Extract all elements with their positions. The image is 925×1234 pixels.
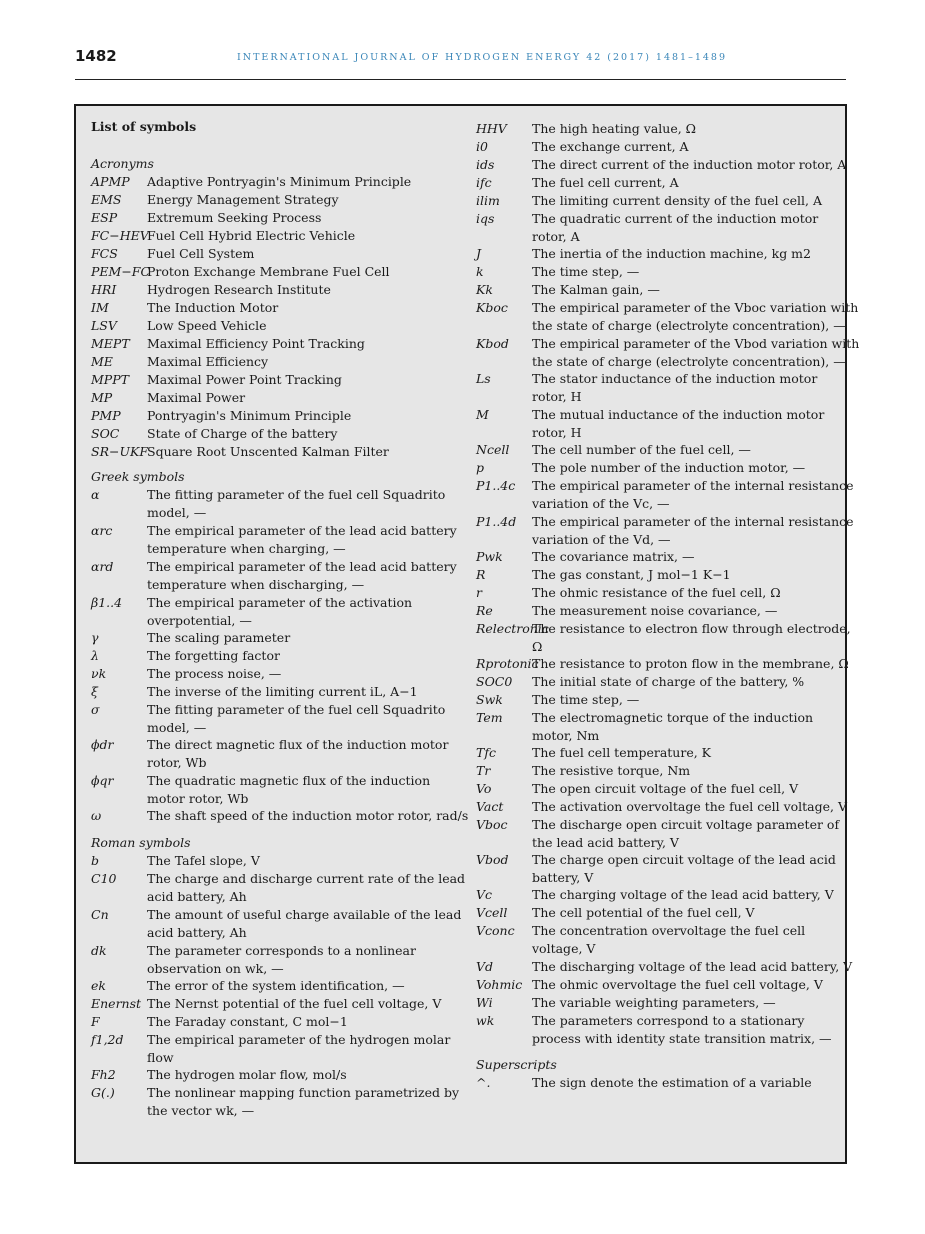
symbol-description: The Nernst potential of the fuel cell voltage, V bbox=[147, 996, 442, 1011]
symbol-name: MP bbox=[91, 390, 113, 405]
symbol-description: rotor, Wb bbox=[147, 754, 207, 770]
symbol-description: The empirical parameter of the internal resistance bbox=[532, 514, 854, 529]
symbol-description: the state of charge (electrolyte concentration), — bbox=[532, 353, 846, 369]
symbol-description: The Induction Motor bbox=[147, 300, 279, 315]
symbol-name: Vohmic bbox=[476, 977, 523, 992]
symbol-description: the lead acid battery, V bbox=[532, 834, 679, 850]
symbol-description: The limiting current density of the fuel cell, A bbox=[532, 193, 823, 208]
symbol-description: battery, V bbox=[532, 869, 594, 885]
symbol-description: The inertia of the induction machine, kg m2 bbox=[532, 246, 811, 261]
section-heading: Greek symbols bbox=[91, 469, 185, 484]
symbol-name: ESP bbox=[91, 210, 118, 225]
symbol-name: Re bbox=[476, 603, 493, 618]
symbol-description: The quadratic current of the induction motor bbox=[532, 211, 819, 226]
symbol-description: Ω bbox=[532, 638, 543, 654]
symbol-description: The shaft speed of the induction motor rotor, rad/s bbox=[147, 808, 469, 823]
symbol-name: r bbox=[476, 585, 482, 600]
symbol-description: The time step, — bbox=[532, 692, 640, 707]
symbol-name: Relectronic bbox=[476, 621, 549, 636]
symbol-name: PEM−FC bbox=[91, 264, 151, 279]
symbol-name: PMP bbox=[91, 408, 121, 423]
symbol-description: Adaptive Pontryagin's Minimum Principle bbox=[147, 174, 412, 189]
running-header: INTERNATIONAL JOURNAL OF HYDROGEN ENERGY 42 (2017) 1481–1489 bbox=[237, 52, 728, 63]
symbol-name: P1..4c bbox=[476, 478, 516, 493]
symbol-name: ϕdr bbox=[91, 737, 114, 752]
symbol-description: The covariance matrix, — bbox=[532, 549, 695, 564]
symbol-description: The empirical parameter of the activation bbox=[147, 595, 413, 610]
symbol-description: The Faraday constant, C mol−1 bbox=[147, 1014, 348, 1029]
symbol-name: APMP bbox=[91, 174, 130, 189]
symbol-name: ^. bbox=[476, 1075, 491, 1090]
symbol-description: The charge and discharge current rate of the lead bbox=[147, 871, 466, 886]
symbol-name: HHV bbox=[476, 121, 507, 136]
symbol-description: The charging voltage of the lead acid battery, V bbox=[532, 887, 834, 902]
symbol-description: The empirical parameter of the Vboc variation with bbox=[532, 300, 859, 315]
symbol-description: The activation overvoltage the fuel cell voltage, V bbox=[532, 799, 848, 814]
symbol-name: αrd bbox=[91, 559, 114, 574]
symbol-description: The fitting parameter of the fuel cell Squadrito bbox=[147, 487, 446, 502]
symbol-name: Vo bbox=[476, 781, 492, 796]
symbol-name: ξ bbox=[91, 684, 98, 699]
symbol-description: The fuel cell temperature, K bbox=[532, 745, 712, 760]
symbol-description: The scaling parameter bbox=[147, 630, 291, 645]
symbol-description: Energy Management Strategy bbox=[147, 192, 339, 207]
symbol-description: The parameter corresponds to a nonlinear bbox=[147, 943, 416, 958]
symbol-description: The electromagnetic torque of the induction bbox=[532, 710, 814, 725]
symbol-description: The amount of useful charge available of the lead bbox=[147, 907, 462, 922]
symbol-description: The time step, — bbox=[532, 264, 640, 279]
symbol-name: Kbod bbox=[476, 336, 509, 351]
symbol-description: The cell number of the fuel cell, — bbox=[532, 442, 751, 457]
symbol-name: k bbox=[476, 264, 484, 279]
section-heading: Superscripts bbox=[476, 1057, 557, 1072]
symbol-description: Maximal Efficiency bbox=[147, 354, 269, 369]
symbol-description: Fuel Cell Hybrid Electric Vehicle bbox=[147, 228, 356, 243]
symbol-description: overpotential, — bbox=[147, 612, 252, 628]
symbol-description: The direct current of the induction motor rotor, A bbox=[532, 157, 847, 172]
symbol-name: G(.) bbox=[91, 1085, 115, 1100]
symbol-description: The nonlinear mapping function parametrized by bbox=[147, 1085, 460, 1100]
symbol-description: The measurement noise covariance, — bbox=[532, 603, 778, 618]
symbol-name: MEPT bbox=[91, 336, 130, 351]
symbol-name: Vcell bbox=[476, 905, 508, 920]
symbol-description: The cell potential of the fuel cell, V bbox=[532, 905, 755, 920]
symbol-description: The empirical parameter of the internal resistance bbox=[532, 478, 854, 493]
symbol-name: Enernst bbox=[91, 996, 142, 1011]
symbol-description: The concentration overvoltage the fuel cell bbox=[532, 923, 806, 938]
symbol-name: MPPT bbox=[91, 372, 129, 387]
section-heading: Acronyms bbox=[91, 156, 154, 171]
symbol-name: Swk bbox=[476, 692, 503, 707]
symbol-description: The Kalman gain, — bbox=[532, 282, 660, 297]
symbol-name: λ bbox=[91, 648, 99, 663]
section-heading: Roman symbols bbox=[91, 835, 191, 850]
symbol-description: acid battery, Ah bbox=[147, 924, 247, 940]
symbol-name: wk bbox=[476, 1013, 495, 1028]
symbol-description: Fuel Cell System bbox=[147, 246, 255, 261]
symbol-name: SR−UKF bbox=[91, 444, 148, 459]
header-rule bbox=[75, 79, 846, 80]
symbol-description: rotor, H bbox=[532, 424, 582, 440]
symbol-name: iqs bbox=[476, 211, 495, 226]
symbol-name: LSV bbox=[91, 318, 117, 333]
symbol-list-box bbox=[74, 104, 860, 1164]
symbol-description: rotor, H bbox=[532, 388, 582, 404]
symbol-description: The Tafel slope, V bbox=[147, 853, 260, 868]
symbol-name: ids bbox=[476, 157, 495, 172]
symbol-name: F bbox=[91, 1014, 100, 1029]
symbol-description: The gas constant, J mol−1 K−1 bbox=[532, 567, 731, 582]
symbol-description: motor rotor, Wb bbox=[147, 790, 249, 806]
symbol-description: The pole number of the induction motor, — bbox=[532, 460, 806, 475]
symbol-name: β1..4 bbox=[91, 595, 123, 610]
symbol-description: The empirical parameter of the lead acid battery bbox=[147, 559, 457, 574]
symbol-description: the state of charge (electrolyte concentration), — bbox=[532, 317, 846, 333]
symbol-description: The charge open circuit voltage of the lead acid bbox=[532, 852, 836, 867]
symbol-name: ME bbox=[91, 354, 113, 369]
symbol-name: Vact bbox=[476, 799, 504, 814]
symbol-description: The open circuit voltage of the fuel cell, V bbox=[532, 781, 799, 796]
symbol-name: Vconc bbox=[476, 923, 515, 938]
symbol-description: temperature when discharging, — bbox=[147, 576, 365, 592]
symbol-name: γ bbox=[91, 630, 99, 645]
symbol-name: Kk bbox=[476, 282, 493, 297]
symbol-description: The parameters correspond to a stationary bbox=[532, 1013, 805, 1028]
symbol-description: Proton Exchange Membrane Fuel Cell bbox=[147, 264, 390, 279]
symbol-name: ifc bbox=[476, 175, 492, 190]
symbol-description: voltage, V bbox=[532, 940, 596, 956]
symbol-name: Tfc bbox=[476, 745, 496, 760]
symbol-name: Vbod bbox=[476, 852, 509, 867]
symbol-name: M bbox=[476, 407, 489, 422]
symbol-name: Tem bbox=[476, 710, 503, 725]
symbol-description: variation of the Vc, — bbox=[532, 495, 670, 511]
symbol-name: R bbox=[476, 567, 486, 582]
page-number: 1482 bbox=[75, 47, 117, 65]
symbol-name: Cn bbox=[91, 907, 109, 922]
symbol-description: The inverse of the limiting current iL, A−1 bbox=[147, 684, 418, 699]
symbol-description: The quadratic magnetic flux of the induction bbox=[147, 773, 431, 788]
symbol-name: EMS bbox=[91, 192, 122, 207]
symbol-description: The discharge open circuit voltage parameter of bbox=[532, 817, 840, 832]
symbol-description: observation on wk, — bbox=[147, 960, 284, 976]
symbol-name: C10 bbox=[91, 871, 117, 886]
symbol-description: Low Speed Vehicle bbox=[147, 318, 267, 333]
symbol-description: The resistance to proton flow in the membrane, Ω bbox=[532, 656, 849, 671]
symbol-name: σ bbox=[91, 702, 100, 717]
symbol-description: The ohmic overvoltage the fuel cell voltage, V bbox=[532, 977, 823, 992]
symbol-description: The resistance to electron flow through electrode, bbox=[532, 621, 851, 636]
symbol-name: ω bbox=[91, 808, 102, 823]
symbol-description: rotor, A bbox=[532, 228, 580, 244]
symbol-name: α bbox=[91, 487, 100, 502]
symbol-description: variation of the Vd, — bbox=[532, 531, 671, 547]
symbol-description: Maximal Power bbox=[147, 390, 246, 405]
symbol-name: Fh2 bbox=[91, 1067, 116, 1082]
symbol-description: model, — bbox=[147, 719, 207, 735]
symbol-description: The direct magnetic flux of the induction motor bbox=[147, 737, 449, 752]
symbol-description: The empirical parameter of the Vbod variation with bbox=[532, 336, 860, 351]
symbol-name: αrc bbox=[91, 523, 113, 538]
symbol-description: process with identity state transition matrix, — bbox=[532, 1030, 832, 1046]
symbol-description: The empirical parameter of the hydrogen molar bbox=[147, 1032, 451, 1047]
symbol-name: Pwk bbox=[476, 549, 503, 564]
symbol-description: Maximal Efficiency Point Tracking bbox=[147, 336, 365, 351]
symbol-description: The hydrogen molar flow, mol/s bbox=[147, 1067, 347, 1082]
symbol-description: model, — bbox=[147, 504, 207, 520]
symbol-description: The ohmic resistance of the fuel cell, Ω bbox=[532, 585, 781, 600]
symbol-description: flow bbox=[147, 1049, 174, 1065]
symbol-description: The variable weighting parameters, — bbox=[532, 995, 776, 1010]
symbol-name: b bbox=[91, 853, 100, 868]
symbol-description: The exchange current, A bbox=[532, 139, 689, 154]
symbol-description: The fitting parameter of the fuel cell Squadrito bbox=[147, 702, 446, 717]
symbol-name: FCS bbox=[91, 246, 118, 261]
symbol-name: f1,2d bbox=[91, 1032, 124, 1047]
symbol-name: FC−HEV bbox=[91, 228, 149, 243]
symbol-name: ϕqr bbox=[91, 773, 114, 788]
symbol-name: Rprotonic bbox=[476, 656, 539, 671]
symbol-description: the vector wk, — bbox=[147, 1102, 255, 1118]
symbol-description: The mutual inductance of the induction motor bbox=[532, 407, 825, 422]
symbol-name: p bbox=[476, 460, 485, 475]
symbol-name: Ls bbox=[476, 371, 491, 386]
symbol-name: i0 bbox=[476, 139, 488, 154]
symbol-description: temperature when charging, — bbox=[147, 540, 346, 556]
symbol-description: acid battery, Ah bbox=[147, 888, 247, 904]
symbol-name: Vboc bbox=[476, 817, 508, 832]
symbol-description: Square Root Unscented Kalman Filter bbox=[147, 444, 389, 459]
symbol-description: The empirical parameter of the lead acid battery bbox=[147, 523, 457, 538]
symbol-description: The initial state of charge of the battery, % bbox=[532, 674, 805, 689]
symbol-name: IM bbox=[91, 300, 109, 315]
symbol-name: dk bbox=[91, 943, 107, 958]
symbol-description: Pontryagin's Minimum Principle bbox=[147, 408, 352, 423]
symbol-name: Kboc bbox=[476, 300, 508, 315]
symbol-name: Tr bbox=[476, 763, 491, 778]
symbol-description: Hydrogen Research Institute bbox=[147, 282, 331, 297]
symbol-name: Ncell bbox=[476, 442, 510, 457]
symbol-description: The high heating value, Ω bbox=[532, 121, 697, 136]
symbol-name: Wi bbox=[476, 995, 493, 1010]
symbol-name: ek bbox=[91, 978, 106, 993]
symbol-name: SOC0 bbox=[476, 674, 513, 689]
symbol-description: Extremum Seeking Process bbox=[147, 210, 322, 225]
symbol-description: State of Charge of the battery bbox=[147, 426, 338, 441]
symbol-description: The error of the system identification, — bbox=[147, 978, 405, 993]
symbol-name: J bbox=[476, 246, 482, 261]
symbol-description: The discharging voltage of the lead acid battery, V bbox=[532, 959, 853, 974]
symbol-description: The forgetting factor bbox=[147, 648, 280, 663]
symbol-name: P1..4d bbox=[476, 514, 517, 529]
box-title: List of symbols bbox=[91, 119, 197, 134]
symbol-name: Vd bbox=[476, 959, 494, 974]
symbol-description: motor, Nm bbox=[532, 727, 600, 743]
symbol-name: Vc bbox=[476, 887, 493, 902]
symbol-description: The sign denote the estimation of a variable bbox=[532, 1075, 812, 1090]
symbol-description: The resistive torque, Nm bbox=[532, 763, 691, 778]
symbol-description: The stator inductance of the induction motor bbox=[532, 371, 818, 386]
symbol-name: ilim bbox=[476, 193, 500, 208]
symbol-description: Maximal Power Point Tracking bbox=[147, 372, 342, 387]
symbol-description: The fuel cell current, A bbox=[532, 175, 679, 190]
symbol-name: SOC bbox=[91, 426, 120, 441]
symbol-name: νk bbox=[91, 666, 107, 681]
symbol-name: HRI bbox=[91, 282, 117, 297]
symbol-description: The process noise, — bbox=[147, 666, 282, 681]
